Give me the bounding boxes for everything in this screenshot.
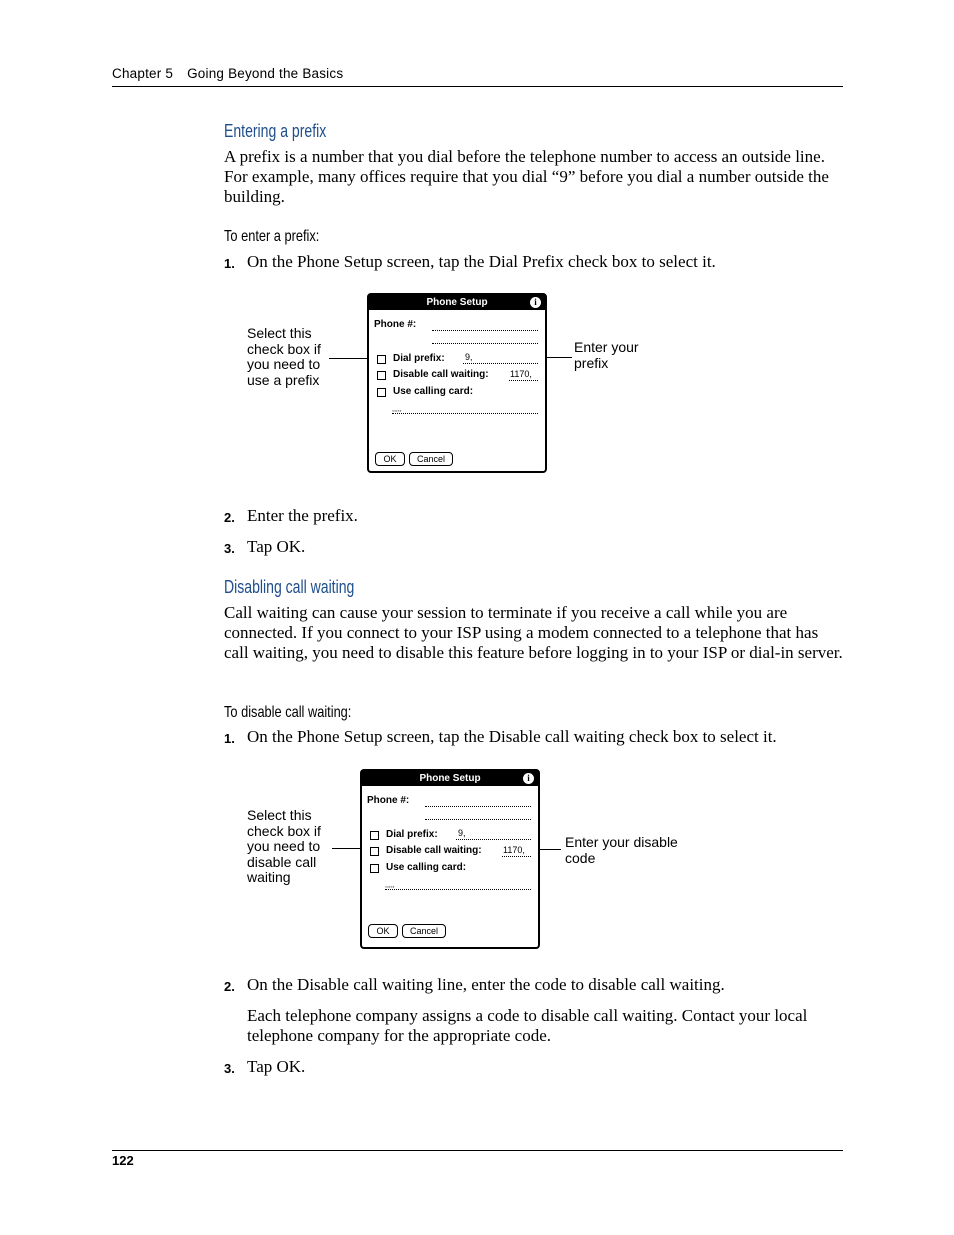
step-text: On the Phone Setup screen, tap the Disable call waiting check box to select it. — [247, 727, 777, 746]
dial-prefix-checkbox[interactable] — [377, 355, 386, 364]
section-intro-prefix: A prefix is a number that you dial before the telephone number to access an outside line. For example, many offices require that you dial “9” before you dial a number outside the building. — [224, 147, 829, 206]
page-number: 122 — [112, 1153, 134, 1168]
disable-call-waiting-checkbox[interactable] — [370, 847, 379, 856]
footer-rule — [112, 1150, 843, 1151]
callout-select-prefix: Select this check box if you need to use a prefix — [247, 325, 321, 388]
cancel-button[interactable]: Cancel — [409, 452, 453, 466]
step-text: On the Phone Setup screen, tap the Dial Prefix check box to select it. — [247, 252, 716, 271]
disable-call-waiting-label: Disable call waiting: — [393, 369, 489, 380]
calling-card-checkbox[interactable] — [370, 864, 379, 873]
section-intro-call-waiting: Call waiting can cause your session to terminate if you receive a call while you are connected. If you connect to your ISP using a modem connected to a telephone that has call waiting, you need to disable this feature before logging in to your ISP or dial-in server. — [224, 603, 843, 662]
dial-prefix-field-line[interactable] — [456, 839, 531, 840]
step-2-note: Each telephone company assigns a code to disable call waiting. Contact your local telephone company for the appropriate code. — [247, 1006, 808, 1045]
phone-number-field-line2[interactable] — [432, 343, 538, 344]
disable-call-waiting-field-line[interactable] — [509, 380, 538, 381]
dial-prefix-checkbox[interactable] — [370, 831, 379, 840]
step-number: 2. — [224, 510, 235, 525]
phone-number-field-line1[interactable] — [425, 806, 531, 807]
dial-prefix-value[interactable]: 9, — [458, 828, 466, 838]
callout-enter-prefix: Enter your prefix — [574, 339, 639, 371]
calling-card-value[interactable]: ,,,,, — [392, 406, 402, 413]
section-heading-entering-prefix: Entering a prefix — [224, 121, 327, 141]
procedure-heading-prefix: To enter a prefix: — [224, 228, 320, 245]
section-heading-disabling-call-waiting: Disabling call waiting — [224, 577, 355, 597]
dial-prefix-label: Dial prefix: — [386, 829, 438, 840]
disable-call-waiting-label: Disable call waiting: — [386, 845, 482, 856]
callout-enter-disable-code: Enter your disable code — [565, 834, 678, 866]
phone-setup-screen — [367, 293, 547, 473]
phone-number-label: Phone #: — [367, 795, 410, 806]
info-icon[interactable]: i — [523, 773, 534, 784]
step-text: On the Disable call waiting line, enter the code to disable call waiting. — [247, 975, 725, 994]
phone-number-field-line2[interactable] — [425, 819, 531, 820]
header-rule — [112, 86, 843, 87]
dial-prefix-label: Dial prefix: — [393, 353, 445, 364]
step-number: 3. — [224, 1061, 235, 1076]
calling-card-label: Use calling card: — [393, 386, 474, 397]
step-text: Enter the prefix. — [247, 506, 358, 525]
ok-button[interactable]: OK — [375, 452, 405, 466]
step-number: 1. — [224, 731, 235, 746]
phone-number-field-line1[interactable] — [432, 330, 538, 331]
dial-prefix-field-line[interactable] — [463, 363, 538, 364]
disable-call-waiting-value[interactable]: 1170, — [510, 369, 532, 379]
info-icon[interactable]: i — [530, 297, 541, 308]
disable-call-waiting-field-line[interactable] — [502, 856, 531, 857]
calling-card-label: Use calling card: — [386, 862, 467, 873]
phone-setup-title: Phone Setup — [362, 771, 538, 786]
running-header — [112, 66, 343, 81]
calling-card-checkbox[interactable] — [377, 388, 386, 397]
procedure-heading-call-waiting: To disable call waiting: — [224, 704, 352, 721]
calling-card-field-line[interactable] — [392, 413, 538, 414]
step-number: 2. — [224, 979, 235, 994]
callout-select-call-waiting: Select this check box if you need to disable call waiting — [247, 807, 321, 885]
cancel-button[interactable]: Cancel — [402, 924, 446, 938]
phone-number-label: Phone #: — [374, 319, 417, 330]
phone-setup-screen-2 — [360, 769, 540, 949]
step-text: Tap OK. — [247, 1057, 306, 1076]
step-number: 3. — [224, 541, 235, 556]
step-text: Tap OK. — [247, 537, 306, 556]
ok-button[interactable]: OK — [368, 924, 398, 938]
chapter-title: Going Beyond the Basics — [187, 66, 344, 81]
phone-setup-title: Phone Setup — [369, 295, 545, 310]
step-number: 1. — [224, 256, 235, 271]
dial-prefix-value[interactable]: 9, — [465, 352, 473, 362]
disable-call-waiting-value[interactable]: 1170, — [503, 845, 525, 855]
calling-card-value[interactable]: ,,,,, — [385, 882, 395, 889]
disable-call-waiting-checkbox[interactable] — [377, 371, 386, 380]
chapter-number: Chapter 5 — [112, 66, 174, 81]
calling-card-field-line[interactable] — [385, 889, 531, 890]
